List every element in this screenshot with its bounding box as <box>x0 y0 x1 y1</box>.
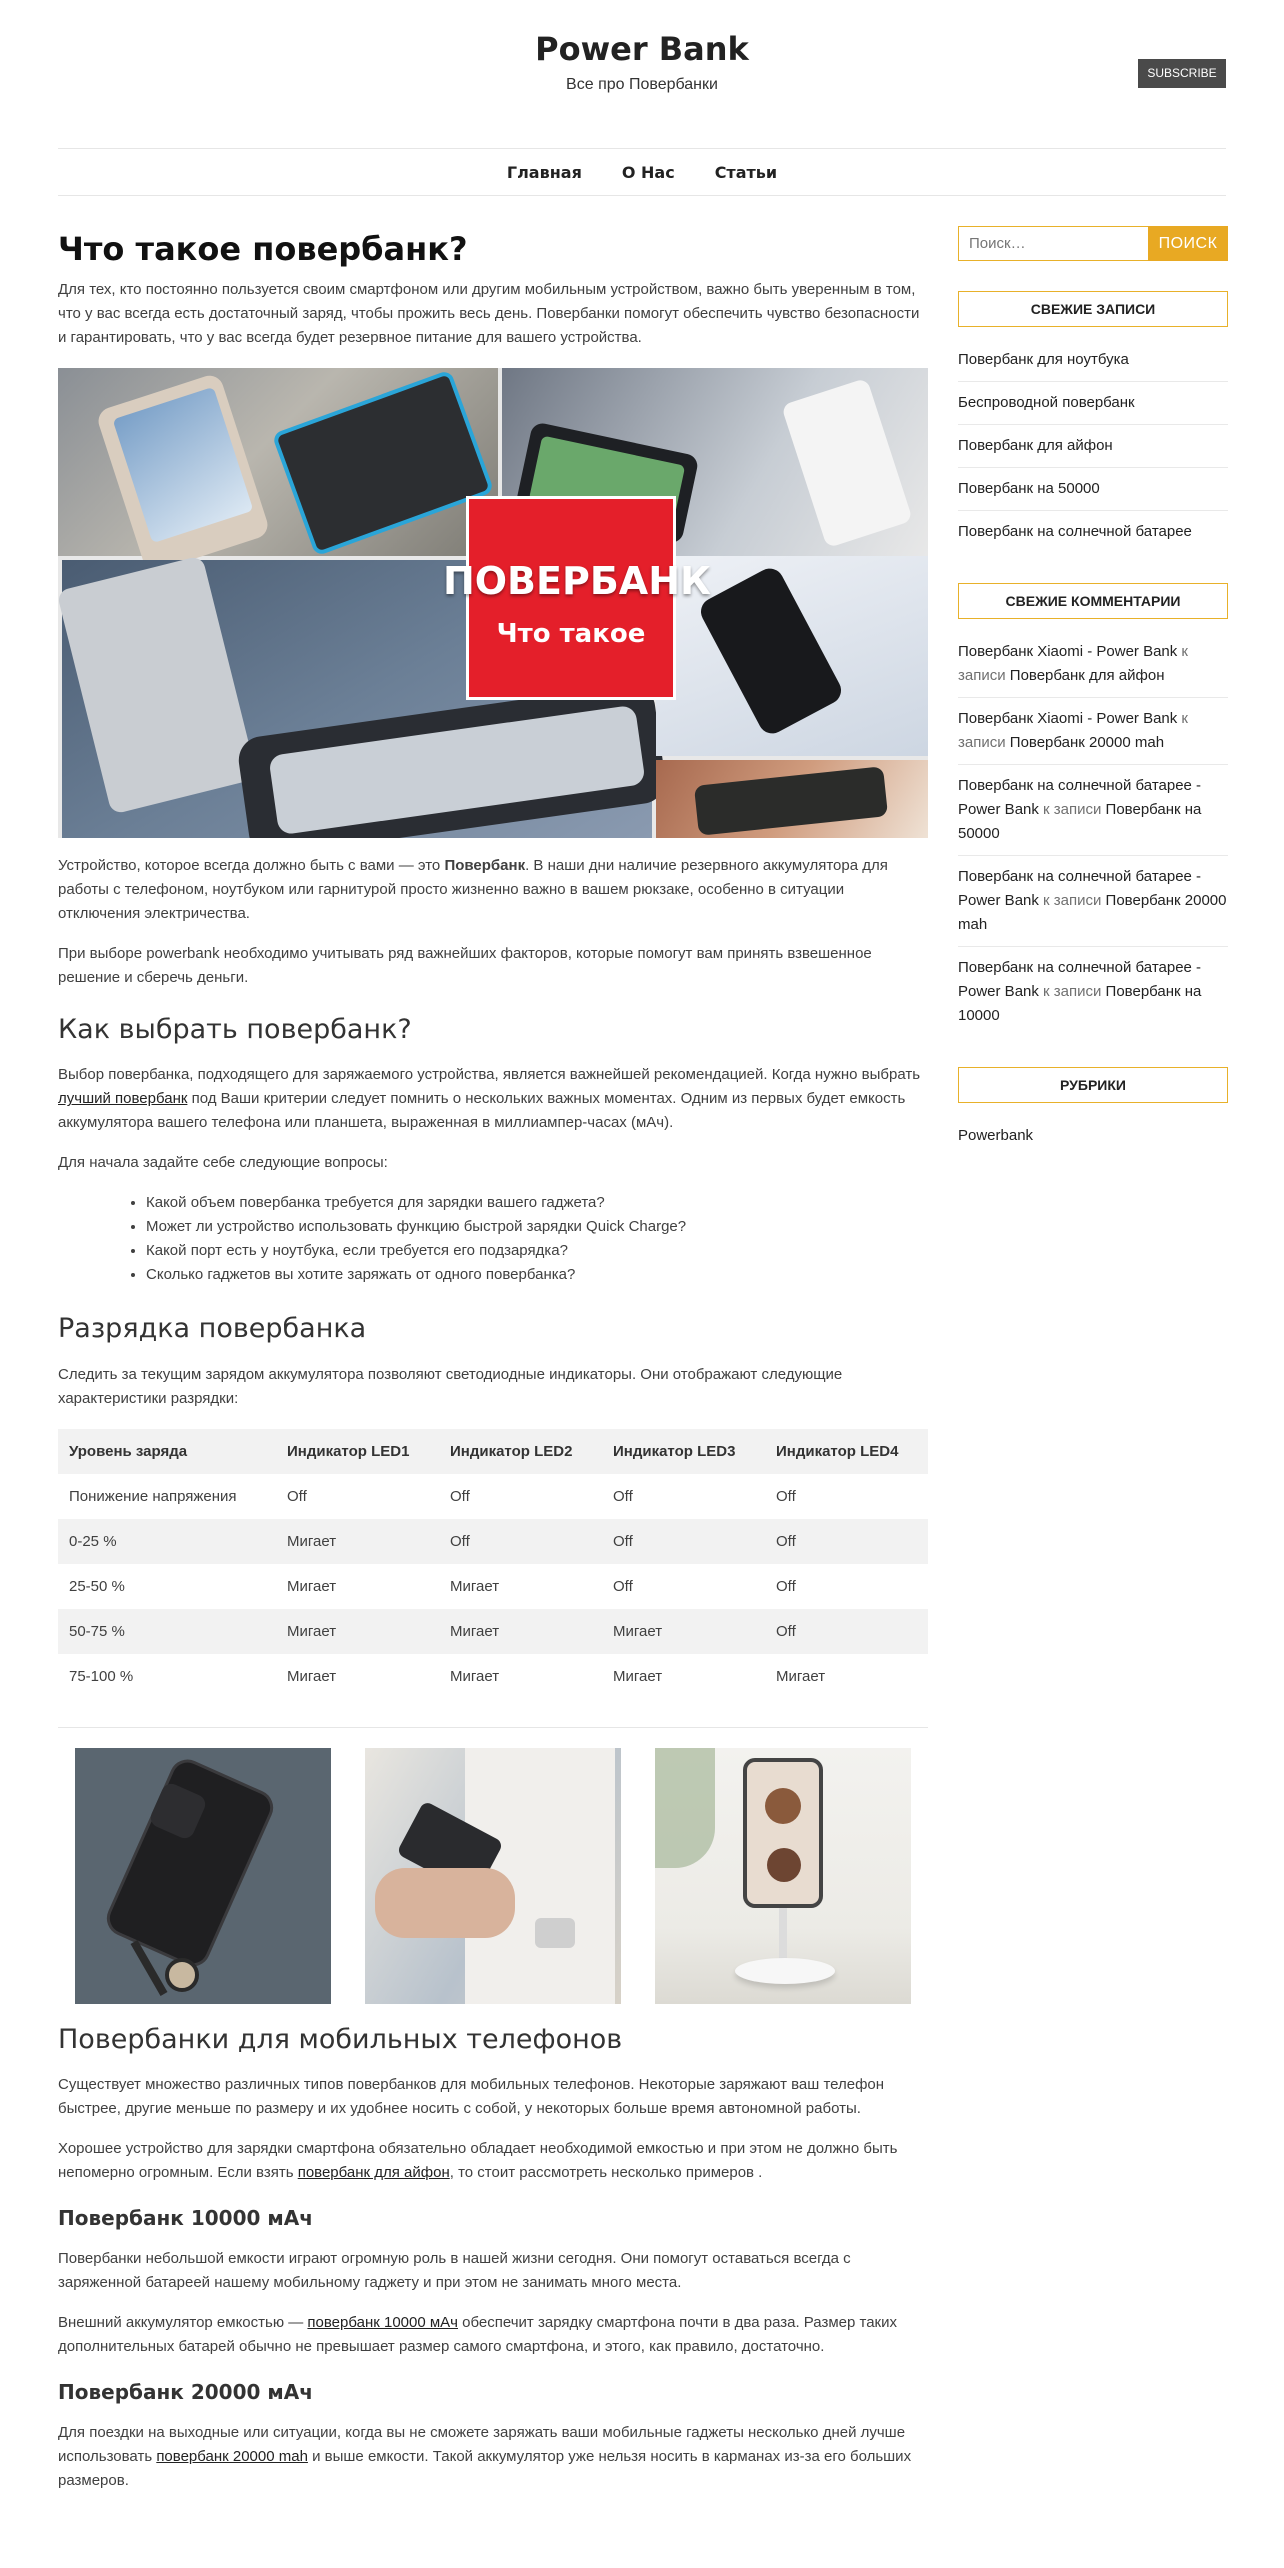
table-row <box>58 1519 928 1564</box>
table-cell: Понижение напряжения <box>69 1487 237 1505</box>
site-header <box>58 0 1226 198</box>
recent-comment-item: Повербанк Xiaomi - Power Bank к записи Повербанк для айфон <box>958 631 1228 698</box>
widget-title-recent-posts: СВЕЖИЕ ЗАПИСИ <box>958 291 1228 327</box>
comment-author-link[interactable]: Повербанк на солнечной батарее - Power Bank <box>958 959 1202 1000</box>
table-cell: Мигает <box>450 1577 500 1595</box>
table-cell: Off <box>602 1519 765 1564</box>
link-best-powerbank[interactable]: лучший повербанк <box>58 1090 188 1108</box>
paragraph: Следить за текущим зарядом аккумулятора позволяют светодиодные индикаторы. Они отображают следующие характеристики разрядки: <box>58 1365 843 1407</box>
recent-posts-widget <box>958 291 1228 553</box>
table-cell: 75-100 % <box>69 1667 134 1685</box>
recent-post-link[interactable]: Повербанк для айфон <box>958 425 1228 468</box>
table-cell: Мигает <box>287 1577 337 1595</box>
paragraph: Для поездки на выходные или ситуации, когда вы не сможете заряжать ваши мобильные гаджеты несколько дней лучше использовать повербанк 20000 mah и выше емкости. Такой аккумулятор уже нельзя носить в карманах из-за его больших размеров. <box>58 2423 912 2489</box>
hero-tile-wood <box>58 368 498 556</box>
article-title: Что такое повербанк? <box>58 230 468 268</box>
paragraph: Существует множество различных типов повербанков для мобильных телефонов. Некоторые заряжают ваш телефон быстрее, другие меньше по размеру и их удобнее носить с собой, у некоторых больше время автономной работы. <box>58 2075 885 2117</box>
table-cell: Off <box>439 1519 602 1564</box>
comment-author-link[interactable]: Повербанк Xiaomi - Power Bank <box>958 643 1178 660</box>
table-cell: Мигает <box>276 1609 439 1654</box>
link-powerbank-10000[interactable]: повербанк 10000 мАч <box>307 2313 458 2331</box>
hero-collage-image <box>58 368 928 838</box>
table-cell: Мигает <box>450 1667 500 1685</box>
comment-author-link[interactable]: Повербанк на солнечной батарее - Power Bank <box>958 777 1202 818</box>
nav-home[interactable]: Главная <box>506 162 582 182</box>
comment-post-link[interactable]: Повербанк на 50000 <box>958 801 1202 842</box>
section-heading-discharge: Разрядка повербанка <box>58 1313 367 1345</box>
table-cell: Мигает <box>439 1609 602 1654</box>
table-cell: 50-75 % <box>58 1609 276 1654</box>
comment-author-link[interactable]: Повербанк на солнечной батарее - Power Bank <box>958 868 1202 909</box>
list-item: • Сколько гаджетов вы хотите заряжать от одного повербанка? <box>146 1263 928 1287</box>
table-cell: Мигает <box>276 1519 439 1564</box>
table-cell: 25-50 % <box>69 1577 125 1595</box>
main-navigation <box>58 148 1226 196</box>
table-cell: Мигает <box>613 1667 663 1685</box>
gallery-image-woman-phone[interactable] <box>365 1748 621 2004</box>
link-powerbank-iphone[interactable]: повербанк для айфон <box>297 2163 450 2181</box>
section-heading-choose: Как выбрать повербанк? <box>58 1014 412 1046</box>
table-cell: Off <box>613 1577 633 1595</box>
categories-widget <box>958 1067 1228 1157</box>
paragraph: Хорошее устройство для зарядки смартфона обязательно обладает необходимой емкостью и при этом не должно быть непомерно огромным. Если взять повербанк для айфон, то стоит рассмотреть несколько примеров . <box>58 2139 898 2181</box>
image-gallery <box>58 1748 928 2004</box>
widget-title-recent-comments: СВЕЖИЕ КОММЕНТАРИИ <box>958 583 1228 619</box>
table-row <box>58 1474 928 1519</box>
sidebar <box>958 226 1228 1157</box>
link-powerbank-20000[interactable]: повербанк 20000 mah <box>156 2447 308 2465</box>
comment-post-link[interactable]: Повербанк 20000 mah <box>958 892 1227 933</box>
recent-comment-item: Повербанк на солнечной батарее - Power Bank к записи Повербанк 20000 mah <box>958 856 1228 947</box>
subheading-10000: Повербанк 10000 мАч <box>58 2205 313 2230</box>
paragraph: При выборе powerbank необходимо учитывать ряд важнейших факторов, которые помогут вам принять взвешенное решение и сберечь деньги. <box>58 945 872 987</box>
recent-post-link[interactable]: Повербанк на солнечной батарее <box>958 523 1192 540</box>
list-item: • Может ли устройство использовать функцию быстрой зарядки Quick Charge? <box>146 1215 928 1239</box>
table-row <box>58 1609 928 1654</box>
comment-post-link[interactable]: Повербанк на 10000 <box>958 983 1202 1024</box>
table-cell: Мигает <box>776 1667 826 1685</box>
recent-comment-item: Повербанк на солнечной батарее - Power Bank к записи Повербанк на 10000 <box>958 959 1202 1024</box>
article-intro: Для тех, кто постоянно пользуется своим смартфоном или другим мобильным устройством, важно быть уверенным в том, что у вас всегда есть достаточный заряд, чтобы прожить весь день. Повербанки помогут обеспечить чувство безопасности и гарантировать, что у вас всегда будет резервное питание для вашего устройства. <box>58 281 920 347</box>
subheading-20000: Повербанк 20000 мАч <box>58 2379 313 2404</box>
list-item: • Какой объем повербанка требуется для зарядки вашего гаджета? <box>146 1191 928 1215</box>
search-input[interactable] <box>958 226 1148 261</box>
led-indicator-table <box>58 1429 928 1699</box>
table-cell: Off <box>765 1519 928 1564</box>
paragraph: Выбор повербанка, подходящего для заряжаемого устройства, является важнейшей рекомендацией. Когда нужно выбрать лучший повербанк под Ваши критерии следует помнить о нескольких важных моментах. Одним из первых будет емкость аккумулятора вашего телефона или планшета, выраженная в миллиампер-часах (мАч). <box>58 1066 921 1132</box>
table-cell: 0-25 % <box>58 1519 276 1564</box>
table-header-row <box>58 1429 928 1474</box>
hero-small-text: Что такое <box>496 619 646 650</box>
recent-comments-widget <box>958 583 1228 1037</box>
comment-post-link[interactable]: Повербанк для айфон <box>1009 667 1165 684</box>
category-link[interactable]: Powerbank <box>958 1127 1034 1144</box>
subscribe-button[interactable]: SUBSCRIBE <box>1138 59 1226 88</box>
recent-comment-item: Повербанк на солнечной батарее - Power Bank к записи Повербанк на 50000 <box>958 765 1228 856</box>
gallery-image-wireless-stand[interactable] <box>655 1748 911 2004</box>
site-title[interactable]: Power Bank <box>535 30 749 68</box>
table-row <box>58 1564 928 1609</box>
nav-articles[interactable]: Статьи <box>714 162 778 182</box>
nav-about[interactable]: О Нас <box>621 162 675 182</box>
hero-big-text: ПОВЕРБАНК <box>442 559 712 604</box>
questions-list <box>146 1191 928 1287</box>
divider <box>58 1727 928 1728</box>
table-cell: Off <box>287 1487 307 1505</box>
comment-author-link[interactable]: Повербанк Xiaomi - Power Bank <box>958 710 1178 727</box>
table-header: Уровень заряда <box>58 1429 276 1474</box>
paragraph: Для начала задайте себе следующие вопросы: <box>58 1154 388 1172</box>
table-cell: Off <box>776 1487 796 1505</box>
gallery-image-phone-cable[interactable] <box>75 1748 331 2004</box>
table-cell: Off <box>776 1577 796 1595</box>
recent-post-link[interactable]: Повербанк на 50000 <box>958 468 1228 511</box>
article <box>58 222 928 2493</box>
hero-tile-wallet <box>656 760 928 838</box>
section-heading-mobile: Повербанки для мобильных телефонов <box>58 2023 623 2055</box>
recent-comment-item: Повербанк Xiaomi - Power Bank к записи Повербанк 20000 mah <box>958 698 1228 765</box>
search-button[interactable]: ПОИСК <box>1148 226 1228 261</box>
recent-post-link[interactable]: Беспроводной повербанк <box>958 382 1228 425</box>
table-cell: Off <box>450 1487 470 1505</box>
table-row <box>58 1654 928 1699</box>
site-description: Все про Повербанки <box>566 76 718 93</box>
table-header: Индикатор LED4 <box>765 1429 928 1474</box>
table-cell: Мигает <box>602 1609 765 1654</box>
list-item: • Какой порт есть у ноутбука, если требуется его подзарядка? <box>146 1239 928 1263</box>
search-form <box>958 226 1228 261</box>
recent-post-link[interactable]: Повербанк для ноутбука <box>958 339 1228 382</box>
table-cell: Мигает <box>287 1667 337 1685</box>
comment-post-link[interactable]: Повербанк 20000 mah <box>1009 734 1165 751</box>
paragraph: Повербанки небольшой емкости играют огромную роль в нашей жизни сегодня. Они помогут оставаться всегда с заряженной батареей нашему мобильному гаджету и при этом не занимать много места. <box>58 2249 851 2291</box>
widget-title-categories: РУБРИКИ <box>958 1067 1228 1103</box>
table-header: Индикатор LED3 <box>602 1429 765 1474</box>
table-cell: Off <box>765 1609 928 1654</box>
table-header: Индикатор LED1 <box>276 1429 439 1474</box>
paragraph: Внешний аккумулятор емкостью — повербанк 10000 мАч обеспечит зарядку смартфона почти в два раза. Размер таких дополнительных батарей обычно не превышает размер самого смартфона, и этого, как правило, достаточно. <box>58 2313 897 2355</box>
table-header: Индикатор LED2 <box>439 1429 602 1474</box>
table-cell: Off <box>613 1487 633 1505</box>
hero-red-label <box>442 496 712 700</box>
paragraph: Устройство, которое всегда должно быть с вами — это Повербанк. В наши дни наличие резервного аккумулятора для работы с телефоном, ноутбуком или гарнитурой просто жизненно важно в вашем рюкзаке, особенно в ситуации отключения электричества. <box>58 857 888 923</box>
